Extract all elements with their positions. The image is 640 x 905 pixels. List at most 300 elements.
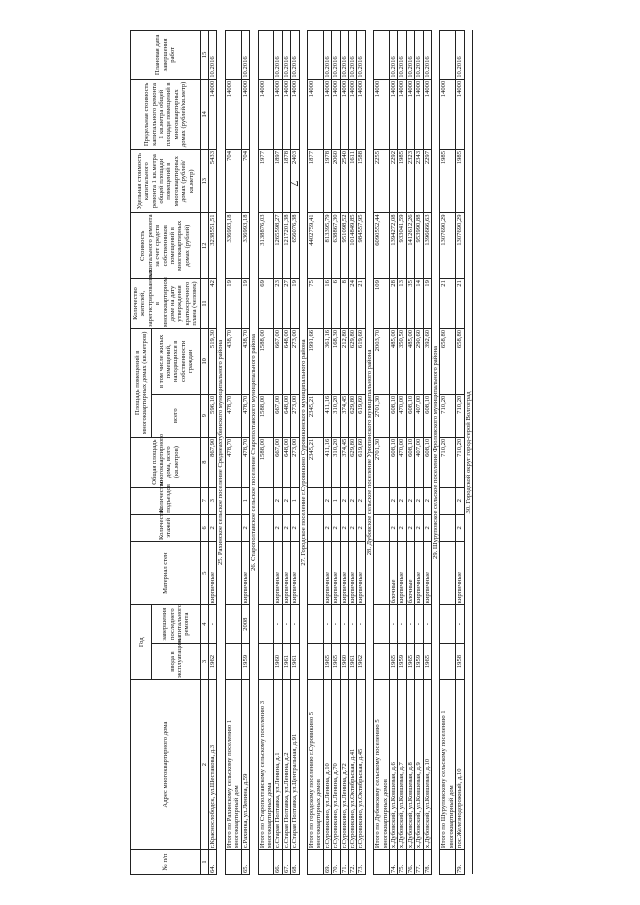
cell-ta: 411,16 (323, 437, 331, 487)
cell-uc: 5433 (209, 149, 217, 212)
cell-mc: 14000 (332, 79, 340, 149)
cell-yb: 1958 (456, 643, 464, 679)
rotated-table-sheet (130, 30, 635, 875)
cell-uc: 2060 (332, 149, 340, 212)
cell-addr: с.Старая Полтавка, ул.Ленина, д.1 (274, 680, 282, 850)
cell-ta: 478,70 (241, 437, 249, 487)
cell-uc: 2403 (291, 149, 299, 212)
cell-yr: - (291, 605, 299, 644)
column-index-cell: 11 (200, 279, 208, 329)
cell-uc: 1588 (357, 149, 365, 212)
cell-res: 75 (307, 279, 323, 329)
cell-ta: 2345,21 (307, 437, 323, 487)
table-row (282, 31, 290, 875)
cell-en (374, 487, 390, 514)
cell-al: 667,00 (274, 328, 282, 394)
cell-aa: 710,20 (440, 394, 456, 437)
cell-uc: 1897 (274, 149, 282, 212)
cell-aa: 619,60 (357, 394, 365, 437)
cell-no: 71. (340, 850, 348, 875)
cell-uc: 1985 (456, 149, 464, 212)
cell-fl: 2 (456, 514, 464, 541)
cell-addr: х.Дубовский, ул.Ковшевая, д.7 (398, 680, 406, 850)
cell-res: 35 (406, 279, 414, 329)
cell-en (307, 487, 323, 514)
cell-wall: кирпичные (282, 541, 290, 604)
cell-wall: кирпичные (209, 541, 217, 604)
column-index-cell: 10 (200, 328, 208, 394)
section-header-row (432, 31, 440, 875)
cell-dl: 10.2016 (340, 31, 348, 80)
header-deadline: Плановая дата завершения работ (131, 31, 201, 80)
cell-uc: 2540 (340, 149, 348, 212)
cell-yr: - (398, 605, 406, 644)
cell-mc: 14000 (307, 79, 323, 149)
cell-addr: с.Старая Полтавка, ул.Ленина, д.2 (282, 680, 290, 850)
header-wall: Материал стен (131, 541, 201, 604)
cell-en: 2 (390, 487, 398, 514)
cell-no: 67. (282, 850, 290, 875)
cell-fl: 2 (406, 514, 414, 541)
cell-uc: 2343 (415, 149, 423, 212)
subtotal-row (307, 31, 323, 875)
section-title: 26. Старополтавское сельское поселение Старополтавского муниципального района (250, 31, 258, 875)
header-floors: Количество этажей (131, 514, 201, 541)
cell-al: 438,70 (225, 328, 241, 394)
cell-no (258, 850, 274, 875)
section-title: 25. Рахинское сельское поселение Среднеахтубинского муниципального района (217, 31, 225, 875)
cell-cost: 336993,18 (241, 213, 249, 279)
cell-res: 21 (357, 279, 365, 329)
column-index-cell: 12 (200, 213, 208, 279)
cell-uc: 1985 (398, 149, 406, 212)
cell-yr: - (456, 605, 464, 644)
section-title: 30. Городской округ город-герой Волгоград (464, 31, 472, 875)
column-index-cell: 6 (200, 514, 208, 541)
cell-cost: 953990,88 (415, 213, 423, 279)
header-no: № п/п (131, 850, 201, 875)
cell-wall: кирпичные (274, 541, 282, 604)
cell-yr: - (274, 605, 282, 644)
cell-uc: 1877 (307, 149, 323, 212)
cell-dl: 10.2016 (348, 31, 356, 80)
table-row (398, 31, 406, 875)
cell-res: 24 (348, 279, 356, 329)
cell-no: 75. (398, 850, 406, 875)
subtotal-row (440, 31, 456, 875)
cell-addr: х.Дубовский, ул.Ковшевая, д.8 (406, 680, 414, 850)
cell-uc: 1611 (348, 149, 356, 212)
cell-en: 2 (357, 487, 365, 514)
cell-cost: 1217201,38 (282, 213, 290, 279)
cell-al: 519,30 (209, 328, 217, 394)
cell-no: 66. (274, 850, 282, 875)
cell-dl: 10.2016 (209, 31, 217, 80)
cell-res: 16 (323, 279, 331, 329)
cell-dl: 10.2016 (291, 31, 299, 80)
cell-yb: 1965 (332, 643, 340, 679)
cell-aa: 478,70 (225, 394, 241, 437)
section-header-row (299, 31, 307, 875)
cell-en (440, 487, 456, 514)
cell-addr: г.Суровикино, ул.Октябрьская, д.41 (348, 680, 356, 850)
cell-yb: 1962 (357, 643, 365, 679)
cell-en: 2 (348, 487, 356, 514)
cell-aa: 310,20 (332, 394, 340, 437)
cell-yb: 1965 (390, 643, 398, 679)
cell-dl: 10.2016 (390, 31, 398, 80)
cell-en: 2 (456, 487, 464, 514)
cell-no (374, 850, 390, 875)
cell-yr: - (282, 605, 290, 644)
cell-al: 648,00 (282, 328, 290, 394)
header-year: Год (131, 605, 152, 680)
cell-en: 2 (406, 487, 414, 514)
cell-cost: 4402759,41 (307, 213, 323, 279)
cell-mc: 14000 (398, 79, 406, 149)
cell-en: 3 (209, 487, 217, 514)
column-index-cell: 14 (200, 79, 208, 149)
cell-aa: 608,10 (406, 394, 414, 437)
column-index-cell: 3 (200, 643, 208, 679)
cell-mc: 14000 (357, 79, 365, 149)
cell-fl: 2 (323, 514, 331, 541)
cell-addr: г.Краснослободск, ул.Шестакова, д.3 (209, 680, 217, 850)
cell-yb: 1961 (282, 643, 290, 679)
cell-mc: 14000 (423, 79, 431, 149)
cell-dl: 10.2016 (323, 31, 331, 80)
cell-en: 2 (274, 487, 282, 514)
cell-yb: 1965 (423, 643, 431, 679)
cell-addr: с.Старая Полтавка, ул.Центральная, д.91 (291, 680, 299, 850)
header-area-all: всего (152, 394, 200, 437)
header-address: Адрес многоквартирного дома (131, 680, 201, 850)
cell-addr: х.Дубовский, ул.Ковшевая, д.6 (390, 680, 398, 850)
table-row (415, 31, 423, 875)
cell-yr: - (348, 605, 356, 644)
cell-no (440, 850, 456, 875)
cell-res: 8 (340, 279, 348, 329)
cell-en: 2 (282, 487, 290, 514)
cell-en: 2 (415, 487, 423, 514)
cell-mc: 14000 (374, 79, 390, 149)
cell-en: 1 (291, 487, 299, 514)
cell-addr: г.Суровикино, ул.Ленина, д.72 (340, 680, 348, 850)
cell-mc: 14000 (348, 79, 356, 149)
cell-en: 1 (241, 487, 249, 514)
cell-res: 21 (440, 279, 456, 329)
cell-wall: кирпичные (415, 541, 423, 604)
cell-cost: 1307690,29 (456, 213, 464, 279)
cell-mc: 14000 (406, 79, 414, 149)
cell-ta: 867,90 (209, 437, 217, 487)
cell-aa: 648,00 (282, 394, 290, 437)
cell-al: 392,60 (423, 328, 431, 394)
cell-cost: 3238551,51 (209, 213, 217, 279)
cell-no: 69. (323, 850, 331, 875)
cell-yr: - (415, 605, 423, 644)
cell-dl (374, 31, 390, 80)
header-year-repair: завершения последнего капитального ремонта (152, 605, 200, 644)
cell-no: 65. (241, 850, 249, 875)
cell-fl: 2 (390, 514, 398, 541)
cell-ta: 619,60 (357, 437, 365, 487)
table-row (357, 31, 365, 875)
cell-aa: 667,00 (274, 394, 282, 437)
cell-ta: 478,70 (225, 437, 241, 487)
cell-aa: 629,80 (348, 394, 356, 437)
cell-dl: 10.2016 (241, 31, 249, 80)
cell-en (225, 487, 241, 514)
cell-al: 1588,00 (258, 328, 274, 394)
cell-addr: Итого по Рахинскому сельскому поселению 1 многоквартирный дом (225, 680, 241, 850)
cell-wall: кирпичные (357, 541, 365, 604)
cell-ta: 629,80 (348, 437, 356, 487)
section-header-row (217, 31, 225, 875)
cell-al: 658,80 (440, 328, 456, 394)
cell-ta: 608,10 (390, 437, 398, 487)
cell-yr: - (423, 605, 431, 644)
cell-addr: Итого по Старополтавскому сельскому поселению 3 многоквартирных дома (258, 680, 274, 850)
cell-dl: 10.2016 (398, 31, 406, 80)
cell-uc: 1878 (282, 149, 290, 212)
cell-al: 212,80 (340, 328, 348, 394)
table-row (340, 31, 348, 875)
cell-yb: 1965 (406, 643, 414, 679)
cell-addr: Итого по Шуруповскому сельскому поселению 1 многоквартирный дом (440, 680, 456, 850)
cell-uc: 2323 (406, 149, 414, 212)
cell-yb: 1962 (209, 643, 217, 679)
cell-cost: 1396666,63 (423, 213, 431, 279)
cell-aa: 608,10 (390, 394, 398, 437)
cell-cost: 813395,79 (323, 213, 331, 279)
cell-yb: 1960 (274, 643, 282, 679)
cell-aa: 2345,21 (307, 394, 323, 437)
cell-no: 70. (332, 850, 340, 875)
cell-al: 168,30 (332, 328, 340, 394)
page-number: 7 (287, 180, 302, 187)
cell-yb: 1961 (348, 643, 356, 679)
table-body (209, 31, 473, 875)
cell-aa: 478,70 (241, 394, 249, 437)
cell-no (307, 850, 323, 875)
table-row (406, 31, 414, 875)
cell-mc: 14000 (415, 79, 423, 149)
table-row (274, 31, 282, 875)
cell-addr: х.Дубовский, ул.Ковшевая, д.10 (423, 680, 431, 850)
table-row (209, 31, 217, 875)
cell-fl: 2 (209, 514, 217, 541)
column-index-cell: 15 (200, 31, 208, 80)
cell-uc: 704 (241, 149, 249, 212)
cell-no: 79. (456, 850, 464, 875)
column-index-cell: 5 (200, 541, 208, 604)
cell-al: 485,00 (390, 328, 398, 394)
cell-ta: 710,20 (440, 437, 456, 487)
cell-fl: 2 (274, 514, 282, 541)
cell-yr: 2008 (241, 605, 249, 644)
cell-cost: 1412612,26 (406, 213, 414, 279)
cell-wall: кирпичные (332, 541, 340, 604)
cell-cost: 3138876,03 (258, 213, 274, 279)
cell-wall: кирпичные (241, 541, 249, 604)
cell-al: 658,80 (456, 328, 464, 394)
cell-fl: 2 (415, 514, 423, 541)
cell-res: 6 (332, 279, 340, 329)
cell-fl (374, 514, 390, 541)
cell-ta: 648,00 (282, 437, 290, 487)
column-index-cell: 2 (200, 680, 208, 850)
section-title: 29. Шуруповское сельское поселение Фроловского муниципального района (432, 31, 440, 875)
cell-res: 13 (398, 279, 406, 329)
cell-ta: 407,00 (415, 437, 423, 487)
cell-no: 76. (406, 850, 414, 875)
header-area-group: Площадь помещений в многоквартирных домах (кв.метров) (131, 328, 152, 437)
cell-yb: 1959 (241, 643, 249, 679)
cell-en: 1 (332, 487, 340, 514)
subtotal-row (374, 31, 390, 875)
header-unit-cost: Удельная стоимость капитального ремонта 1 кв.метра общей площади помещений в многоквартирных домах (рублей/кв.метр) (131, 149, 201, 212)
section-header-row (365, 31, 373, 875)
cell-yr: - (332, 605, 340, 644)
cell-al: 2003,70 (374, 328, 390, 394)
table-row (390, 31, 398, 875)
cell-en: 2 (340, 487, 348, 514)
cell-mc: 14000 (390, 79, 398, 149)
cell-yr: - (340, 605, 348, 644)
cell-yr: - (323, 605, 331, 644)
cell-aa: 2701,30 (374, 394, 390, 437)
cell-yb (225, 643, 241, 679)
cell-res: 19 (423, 279, 431, 329)
housing-repair-table (130, 30, 473, 875)
cell-yr: - (406, 605, 414, 644)
cell-cost: 1265598,27 (274, 213, 282, 279)
column-index-cell: 8 (200, 437, 208, 487)
cell-wall: кирпичные (291, 541, 299, 604)
table-row (323, 31, 331, 875)
cell-yr (225, 605, 241, 644)
cell-dl (440, 31, 456, 80)
cell-yb: 1959 (398, 643, 406, 679)
cell-mc: 14000 (241, 79, 249, 149)
column-index-cell: 7 (200, 487, 208, 514)
cell-dl (258, 31, 274, 80)
cell-cost: 951098,52 (340, 213, 348, 279)
cell-cost: 638867,30 (332, 213, 340, 279)
section-header-row (250, 31, 258, 875)
column-index-cell: 4 (200, 605, 208, 644)
cell-yb: 1959 (415, 643, 423, 679)
cell-yb (258, 643, 274, 679)
cell-ta: 273,00 (291, 437, 299, 487)
cell-aa: 608,10 (423, 394, 431, 437)
cell-ta: 608,10 (406, 437, 414, 487)
cell-addr: г.Суровикино, ул.Ленина, д.70 (332, 680, 340, 850)
cell-uc: 1977 (258, 149, 274, 212)
cell-wall: кирпичные (348, 541, 356, 604)
cell-uc: 2297 (423, 149, 431, 212)
cell-addr: Итого по Дубовскому сельскому поселению 5 многоквартирных домов (374, 680, 390, 850)
cell-aa: 710,20 (456, 394, 464, 437)
cell-mc: 14000 (258, 79, 274, 149)
cell-addr: Итого по городскому поселению г.Суровикино 5 многоквартирных домов (307, 680, 323, 850)
cell-wall: кирпичные (423, 541, 431, 604)
cell-addr: х.Дубовский, ул.Ковшевая, д.9 (415, 680, 423, 850)
cell-uc: 2255 (374, 149, 390, 212)
header-year-built: ввода в эксплуатацию (152, 643, 200, 679)
cell-fl: 2 (332, 514, 340, 541)
table-row (423, 31, 431, 875)
cell-addr: г.Суровикино, ул.Ленина, д.10 (323, 680, 331, 850)
cell-no: 73. (357, 850, 365, 875)
cell-no: 74. (390, 850, 398, 875)
cell-en: 2 (423, 487, 431, 514)
cell-wall: блочные (406, 541, 414, 604)
header-area-living: в том числе жилых помещений, находящихся в собственности граждан (152, 328, 200, 394)
table-row (332, 31, 340, 875)
cell-aa: 411,16 (323, 394, 331, 437)
cell-ta: 2701,30 (374, 437, 390, 487)
cell-en: 2 (398, 487, 406, 514)
cell-al: 619,60 (357, 328, 365, 394)
table-row (291, 31, 299, 875)
cell-fl: 2 (398, 514, 406, 541)
cell-no: 77. (415, 850, 423, 875)
cell-dl: 10.2016 (332, 31, 340, 80)
header-cost: Стоимость капитального ремонта за счет средств собственников помещений в многоквартирных домах (рублей) (131, 213, 201, 279)
cell-addr: пос.Железнодорожный, д.10 (456, 680, 464, 850)
cell-fl: 2 (241, 514, 249, 541)
cell-fl: 2 (291, 514, 299, 541)
cell-fl: 2 (340, 514, 348, 541)
cell-uc: 2292 (390, 149, 398, 212)
cell-wall (440, 541, 456, 604)
cell-al: 438,70 (241, 328, 249, 394)
cell-fl: 2 (357, 514, 365, 541)
cell-res: 109 (374, 279, 390, 329)
cell-ta: 710,20 (456, 437, 464, 487)
cell-en (258, 487, 274, 514)
cell-dl: 10.2016 (274, 31, 282, 80)
cell-wall: кирпичные (456, 541, 464, 604)
cell-ta: 374,45 (340, 437, 348, 487)
cell-fl (258, 514, 274, 541)
cell-dl (307, 31, 323, 80)
cell-aa: 1588,00 (258, 394, 274, 437)
cell-cost: 656076,38 (291, 213, 299, 279)
cell-mc: 14000 (323, 79, 331, 149)
cell-yb (307, 643, 323, 679)
cell-fl (440, 514, 456, 541)
cell-wall (307, 541, 323, 604)
cell-wall: кирпичные (323, 541, 331, 604)
cell-dl: 10.2016 (357, 31, 365, 80)
cell-ta: 608,10 (423, 437, 431, 487)
cell-yr: - (390, 605, 398, 644)
cell-wall (225, 541, 241, 604)
cell-yr (440, 605, 456, 644)
cell-mc: 14000 (209, 79, 217, 149)
header-entrances: Количество подъездов (131, 487, 201, 514)
cell-mc: 14000 (291, 79, 299, 149)
cell-mc: 14000 (282, 79, 290, 149)
cell-yr: - (209, 605, 217, 644)
cell-no (225, 850, 241, 875)
cell-dl: 10.2016 (423, 31, 431, 80)
cell-dl: 10.2016 (282, 31, 290, 80)
cell-cost: 336993,18 (225, 213, 241, 279)
